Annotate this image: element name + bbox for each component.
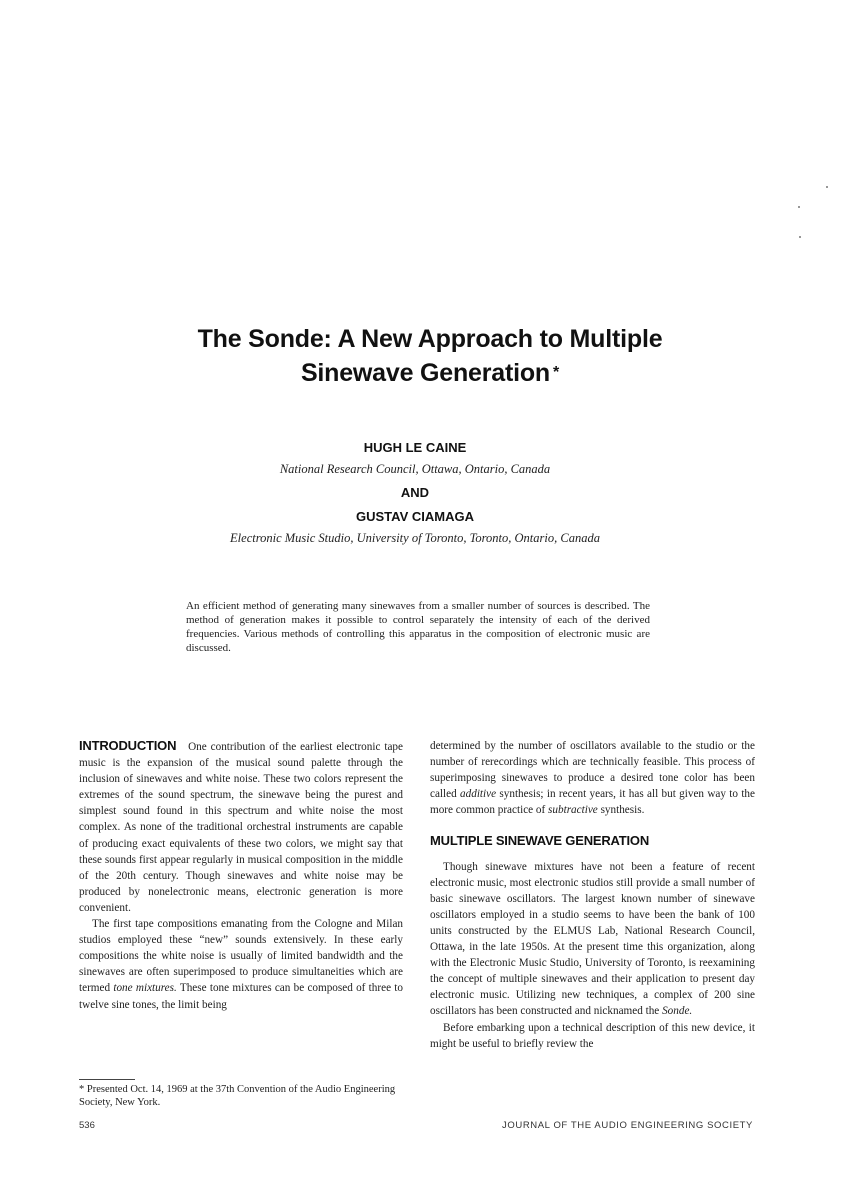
scan-speck [798,206,800,208]
intro-paragraph-3 [430,738,755,818]
right-column [430,738,755,1052]
author-affiliation-1: National Research Council, Ottawa, Ontario, Canada [279,462,551,476]
intro-em-tone-mixtures: tone mixtures. [113,982,177,995]
multiple-text-1a: Though sinewave mixtures have not been a feature of recent electronic music, most electronic studios still provide a small number of basic sinewave oscillators. The largest known number of sinewave oscillators employed in a studio seems to have been the bank of 100 units constructed by the ELMUS Lab, National Research Council, Ottawa, in the late 1950s. At the present time this organization, along with the Electronic Music Studio, University of Toronto, is reexamining the concept of multiple sinewaves and their application to present day electronic music. Utilizing new techniques, a complex of 200 sine oscillators has been constructed and nicknamed the [430,860,755,1018]
footnote: * Presented Oct. 14, 1969 at the 37th Convention of the Audio Engineering Society, New York. [79,1084,396,1108]
multiple-paragraph-1 [430,859,755,1020]
section-heading-multiple-sinewave: MULTIPLE SINEWAVE GENERATION [430,833,650,849]
intro-text-2a: The first tape compositions emanating from the Cologne and Milan studios employed these “new” sounds extensively. In these early compositions the white noise is usually of limited bandwidth and the sinewaves are often superimposed to produce simultaneities which are termed [79,918,403,995]
intro-text-3c: synthesis. [597,804,645,817]
title-line-1: The Sonde: A New Approach to Multiple [197,325,663,353]
title-footnote-mark: * [553,364,560,381]
abstract: An efficient method of generating many sinewaves from a smaller number of sources is described. The method of generation makes it possible to control separately the intensity of each of the derived frequencies. Various methods of controlling this apparatus in the composition of electronic music are discussed. [186,600,650,654]
intro-em-additive: additive [460,788,497,801]
intro-text-2b: These tone mixtures can be composed of three to twelve sine tones, the limit being [79,982,404,1011]
multiple-em-sonde: Sonde. [662,1005,693,1018]
intro-paragraph-2 [79,916,403,1013]
scan-speck [826,186,828,188]
author-name-2: GUSTAV CIAMAGA [356,509,474,524]
journal-running-footer: JOURNAL OF THE AUDIO ENGINEERING SOCIETY [502,1120,753,1131]
title-line-2 [130,356,730,390]
section-heading-introduction: INTRODUCTION [79,738,177,753]
paper-title [130,322,730,390]
multiple-paragraph-2: Before embarking upon a technical description of this new device, it might be useful to briefly review the [430,1021,755,1050]
author-separator: AND [400,485,430,500]
intro-text-3b: synthesis; in recent years, it has all but given way to the more common practice of [430,788,755,817]
author-name-1: HUGH LE CAINE [363,440,467,455]
intro-em-subtractive: subtractive [548,804,598,817]
intro-paragraph-1 [79,738,403,916]
scan-speck [799,236,801,238]
title-line-2-text: Sinewave Generation [300,359,551,387]
left-column [79,738,403,1013]
intro-text-1: One contribution of the earliest electronic tape music is the expansion of the musical sound palette through the inclusion of sinewaves and white noise. These two colors represent the extremes of the sound spectrum, the sinewave being the purest and simplest sound found in this spectrum and white noise the most complex. As none of the traditional orchestral instruments are capable of producing exact equivalents of these two colors, we might say that these sounds first appear regularly in musical composition in the middle of the 20th century. Though sinewaves and white noise may be produced by nonelectronic means, electronic generation is more convenient. [79,741,403,914]
intro-text-3a: determined by the number of oscillators available to the studio or the number of rerecordings which are technically feasible. This process of superimposing sinewaves to produce a desired tone color has been called [430,740,755,801]
author-affiliation-2: Electronic Music Studio, University of Toronto, Toronto, Ontario, Canada [230,531,600,545]
page-number: 536 [79,1120,95,1131]
footnote-rule [79,1079,135,1080]
